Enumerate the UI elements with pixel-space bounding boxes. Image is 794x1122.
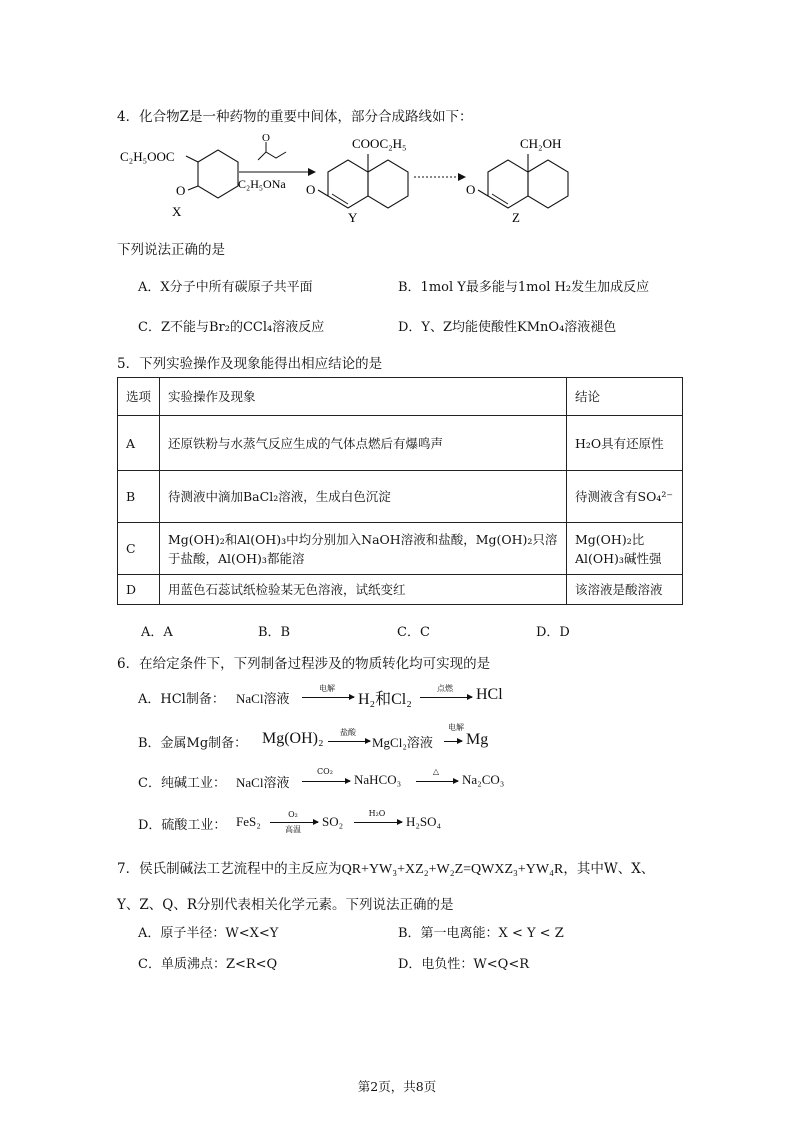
q6-c-s1: NaCl溶液 — [236, 775, 290, 790]
row-conclusion: 待测液含有SO₄²⁻ — [567, 471, 683, 523]
compound-z-structure — [466, 136, 568, 225]
q7-stem-line1 — [117, 857, 654, 878]
q6-b-c1: 盐酸 — [340, 728, 356, 737]
q7-option-a[interactable]: A．原子半径：W<X<Y — [138, 926, 279, 941]
q6-d-c1: O₂ — [288, 810, 298, 819]
row-conclusion: Mg(OH)₂比Al(OH)₃碱性强 — [567, 523, 683, 575]
q6-a-s2: H₂和Cl₂ — [358, 691, 412, 708]
compound-x-structure — [120, 149, 238, 219]
page-footer: 第2页，共8页 — [357, 1079, 437, 1094]
q4-prompt: 下列说法正确的是 — [117, 242, 225, 258]
q6-a-c2: 点燃 — [437, 684, 453, 693]
compound-y-structure — [306, 136, 408, 225]
table-row — [118, 471, 683, 523]
row-operation: Mg(OH)₂和Al(OH)₃中均分别加入NaOH溶液和盐酸，Mg(OH)₂只溶于盐酸，Al(OH)₃都能溶 — [160, 523, 567, 575]
q6-d-c1b: 高温 — [285, 825, 301, 834]
z-compound-label: Z — [512, 210, 520, 225]
q7-stem-c: Y、Z、Q、R分别代表相关化学元素。下列说法正确的是 — [117, 897, 454, 913]
table-row — [118, 523, 683, 575]
q6-d-label: D．硫酸工业： — [138, 818, 227, 833]
x-oxo-label: O — [176, 183, 186, 198]
arrow-icon — [270, 822, 318, 823]
arrow-icon — [416, 781, 458, 782]
z-oxo-label: O — [466, 182, 476, 197]
table-row — [118, 416, 683, 471]
arrow-icon — [302, 697, 354, 698]
q6-stem: 6．在给定条件下，下列制备过程涉及的物质转化均可实现的是 — [117, 656, 491, 672]
q7-option-b[interactable]: B．第一电离能：X < Y < Z — [398, 926, 564, 941]
q6-a-s3: HCl — [476, 686, 503, 703]
arrow-icon — [420, 697, 472, 698]
row-operation: 待测液中滴加BaCl₂溶液，生成白色沉淀 — [160, 471, 567, 523]
q6-a-s1: NaCl溶液 — [236, 691, 290, 706]
arrow-icon — [302, 781, 350, 782]
q5-choice-a[interactable]: A．A — [141, 625, 173, 640]
q6-b-s2: MgCl₂溶液 — [372, 735, 433, 750]
q7-stem-b: ，其中W、X、 — [563, 861, 655, 877]
q5-choice-d[interactable]: D．D — [536, 625, 570, 640]
q6-b-s3: Mg — [466, 731, 489, 748]
row-option: B — [118, 471, 160, 523]
q6-d-s3: H₂SO₄ — [406, 814, 442, 829]
q7-stem-a: 7．侯氏制碱法工艺流程中的主反应为 — [117, 861, 342, 877]
q6-d-s2: SO₂ — [322, 814, 344, 829]
row-conclusion: H₂O具有还原性 — [567, 416, 683, 471]
reagent-oxo-label: O — [262, 132, 270, 144]
header-conclusion: 结论 — [567, 378, 683, 416]
q6-b-c2: 电解 — [448, 723, 464, 732]
y-compound-label: Y — [348, 210, 358, 225]
q4-option-d[interactable]: D．Y、Z均能使酸性KMnO₄溶液褪色 — [398, 320, 617, 335]
dotted-arrow — [414, 173, 466, 181]
q4-synthesis-scheme — [118, 130, 578, 225]
q5-choice-b[interactable]: B．B — [258, 625, 291, 640]
x-ester-label: C₂H₅OOC — [120, 149, 175, 164]
row-option: A — [118, 416, 160, 471]
q6-a-label: A．HCl制备： — [138, 692, 225, 707]
table-header-row — [118, 378, 683, 416]
q6-c-c2: △ — [432, 767, 440, 776]
q7-option-c[interactable]: C．单质沸点：Z<R<Q — [138, 957, 278, 972]
row-operation: 还原铁粉与水蒸气反应生成的气体点燃后有爆鸣声 — [160, 416, 567, 471]
reagent-base-label: C₂H₅ONa — [238, 177, 286, 191]
q7-option-d[interactable]: D．电负性：W<Q<R — [398, 957, 530, 972]
q6-c-s2: NaHCO₃ — [354, 772, 402, 787]
q6-a-c1: 电解 — [319, 684, 335, 693]
q4-option-c[interactable]: C．Z不能与Br₂的CCl₄溶液反应 — [138, 320, 325, 335]
row-operation: 用蓝色石蕊试纸检验某无色溶液，试纸变红 — [160, 575, 567, 605]
arrow-icon — [444, 741, 462, 742]
q6-c-s3: Na₂CO₃ — [462, 772, 505, 787]
y-oxo-label: O — [306, 182, 316, 197]
z-group-label: CH₂OH — [520, 136, 562, 151]
q5-choice-c[interactable]: C．C — [397, 625, 430, 640]
row-option: C — [118, 523, 160, 575]
q6-d-s1: FeS₂ — [236, 814, 261, 829]
q4-option-a[interactable]: A．X分子中所有碳原子共平面 — [138, 280, 313, 295]
q4-option-b[interactable]: B．1mol Y最多能与1mol H₂发生加成反应 — [398, 280, 650, 295]
q5-stem: 5．下列实验操作及现象能得出相应结论的是 — [117, 356, 383, 372]
header-operation: 实验操作及现象 — [160, 378, 567, 416]
q6-b-s1: Mg(OH)₂ — [262, 730, 324, 747]
q4-stem: 4．化合物Z是一种药物的重要中间体，部分合成路线如下： — [117, 109, 473, 125]
q5-table — [117, 377, 683, 605]
reaction-arrow-1 — [238, 132, 316, 191]
q6-b-label: B．金属Mg制备： — [138, 736, 248, 751]
q7-equation: QR+YW₃+XZ₂+W₂Z=QWXZ₃+YW₄R — [341, 862, 564, 877]
row-option: D — [118, 575, 160, 605]
q6-c-c1: CO₂ — [317, 767, 333, 776]
arrow-icon — [328, 741, 370, 742]
table-row — [118, 575, 683, 605]
row-conclusion: 该溶液是酸溶液 — [567, 575, 683, 605]
y-ester-label: COOC₂H₅ — [352, 136, 407, 151]
header-option: 选项 — [118, 378, 160, 416]
q6-d-c2: H₂O — [368, 809, 386, 818]
x-compound-label: X — [172, 204, 182, 219]
q6-c-label: C．纯碱工业： — [138, 776, 226, 791]
arrow-icon — [354, 822, 402, 823]
